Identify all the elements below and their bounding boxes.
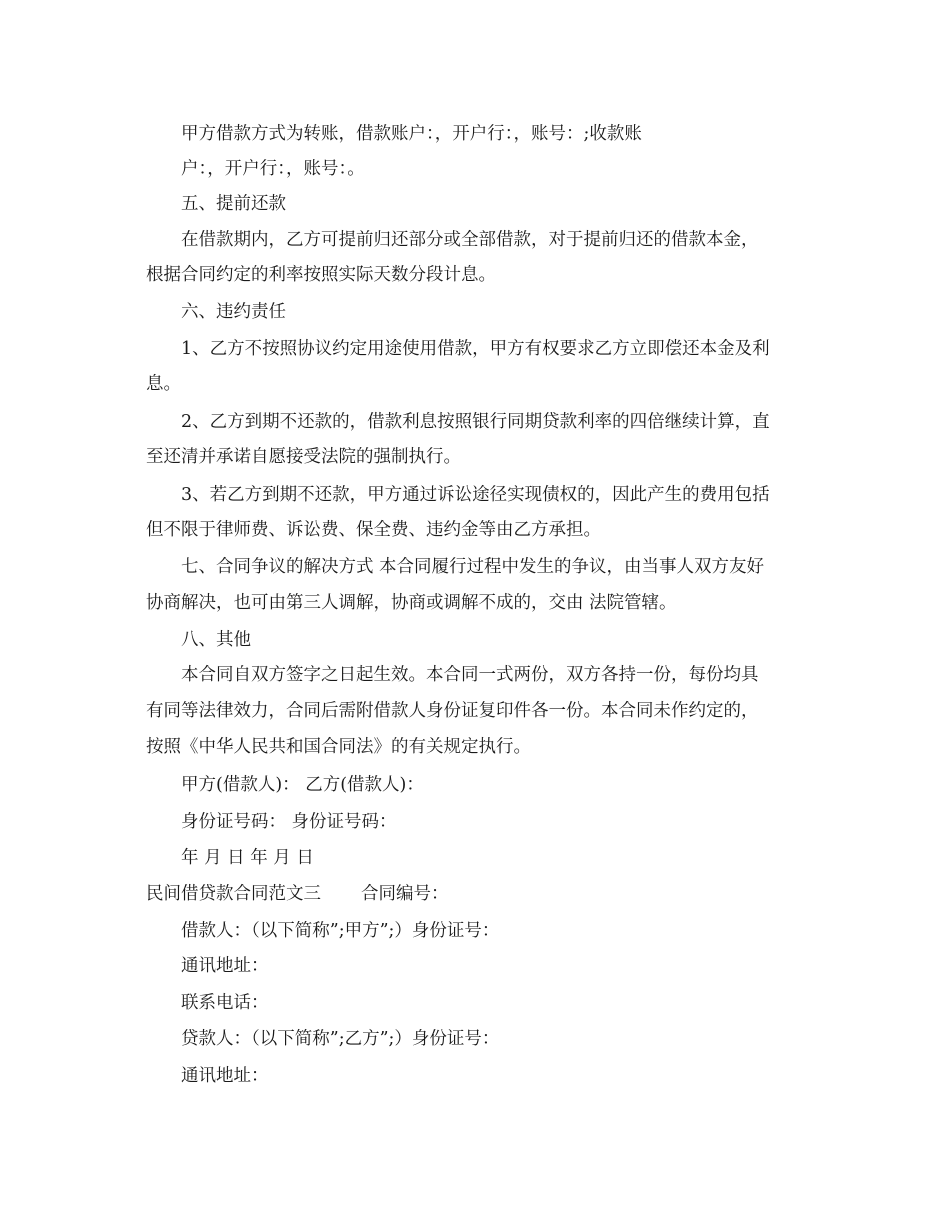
text-line: 但不限于律师费、诉讼费、保全费、违约金等由乙方承担。 [146, 520, 601, 540]
section-heading: 六、违约责任 [181, 302, 286, 322]
text-line: 按照《中华人民共和国合同法》的有关规定执行。 [146, 737, 531, 757]
contract-title-line [146, 876, 811, 912]
text-line: 1、乙方不按照协议约定用途使用借款，甲方有权要求乙方立即偿还本金及利 [181, 339, 770, 359]
signature-line: 甲方(借款人)： 乙方(借款人)： [181, 775, 424, 795]
lender-line: 贷款人：（以下简称”;乙方”;）身份证号： [181, 1029, 500, 1049]
text-line: 3、若乙方到期不还款，甲方通过诉讼途径实现债权的，因此产生的费用包括 [181, 485, 770, 505]
text-line: 根据合同约定的利率按照实际天数分段计息。 [146, 265, 496, 285]
contract-number-label: 合同编号： [361, 884, 449, 904]
text-line: 协商解决，也可由第三人调解，协商或调解不成的，交由 法院管辖。 [146, 593, 677, 613]
address-line: 通讯地址： [181, 956, 269, 976]
text-line: 有同等法律效力，合同后需附借款人身份证复印件各一份。本合同未作约定的， [146, 701, 759, 721]
text-line: 甲方借款方式为转账，借款账户：，开户行：，账号：;收款账 [181, 124, 642, 144]
text-line: 在借款期内，乙方可提前归还部分或全部借款，对于提前归还的借款本金， [181, 230, 759, 250]
contract-title: 民间借贷款合同范文三 [146, 884, 321, 904]
text-line: 七、合同争议的解决方式 本合同履行过程中发生的争议，由当事人双方友好 [181, 557, 765, 577]
text-line: 至还清并承诺自愿接受法院的强制执行。 [146, 447, 461, 467]
text-line: 本合同自双方签字之日起生效。本合同一式两份，双方各持一份，每份均具 [181, 665, 759, 685]
text-line: 息。 [146, 374, 181, 394]
borrower-line: 借款人：（以下简称”;甲方”;）身份证号： [181, 921, 500, 941]
section-heading: 八、其他 [181, 630, 251, 650]
section-heading: 五、提前还款 [181, 194, 286, 214]
phone-line: 联系电话： [181, 993, 269, 1013]
text-line: 2、乙方到期不还款的，借款利息按照银行同期贷款利率的四倍继续计算，直 [181, 412, 770, 432]
id-number-line: 身份证号码： 身份证号码： [181, 812, 397, 832]
date-line: 年 月 日 年 月 日 [181, 848, 314, 868]
address-line: 通讯地址： [181, 1066, 269, 1086]
text-line: 户：，开户行：，账号：。 [181, 159, 365, 179]
